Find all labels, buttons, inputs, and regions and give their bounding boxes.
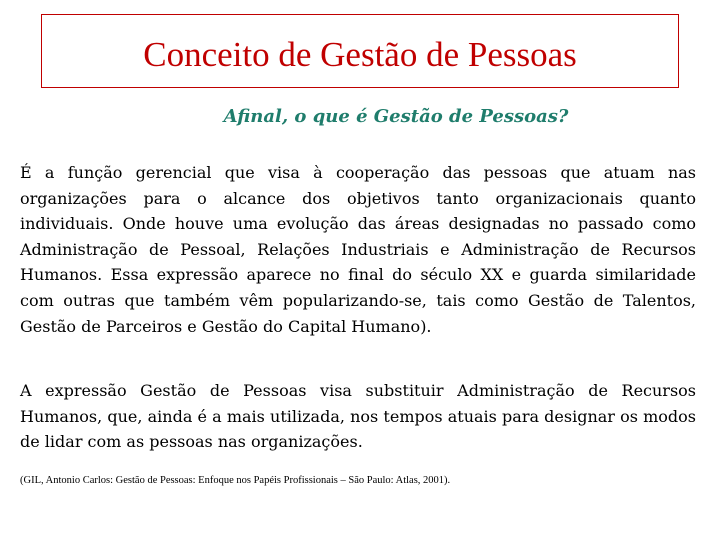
- slide-subtitle: Afinal, o que é Gestão de Pessoas?: [223, 106, 569, 127]
- title-box: [41, 14, 679, 88]
- citation: (GIL, Antonio Carlos: Gestão de Pessoas: Enfoque nos Papéis Profissionais – São Paulo: Atlas, 2001).: [20, 475, 451, 486]
- paragraph-expression: A expressão Gestão de Pessoas visa substituir Administração de Recursos Humanos, que, ainda é a mais utilizada, nos tempos atuais para designar os modos de lidar com as pessoas nas organizações.: [20, 381, 696, 452]
- slide-title: Conceito de Gestão de Pessoas: [143, 35, 577, 74]
- paragraph-definition: É a função gerencial que visa à cooperação das pessoas que atuam nas organizações para o alcance dos objetivos tanto organizacionais quanto individuais. Onde houve uma evolução das áreas designadas no passado como Administração de Pessoal, Relações Industriais e Administração de Recursos Humanos. Essa expressão aparece no final do século XX e guarda similaridade com outras que também vêm popularizando-se, tais como Gestão de Talentos, Gestão de Parceiros e Gestão do Capital Humano).: [20, 163, 696, 336]
